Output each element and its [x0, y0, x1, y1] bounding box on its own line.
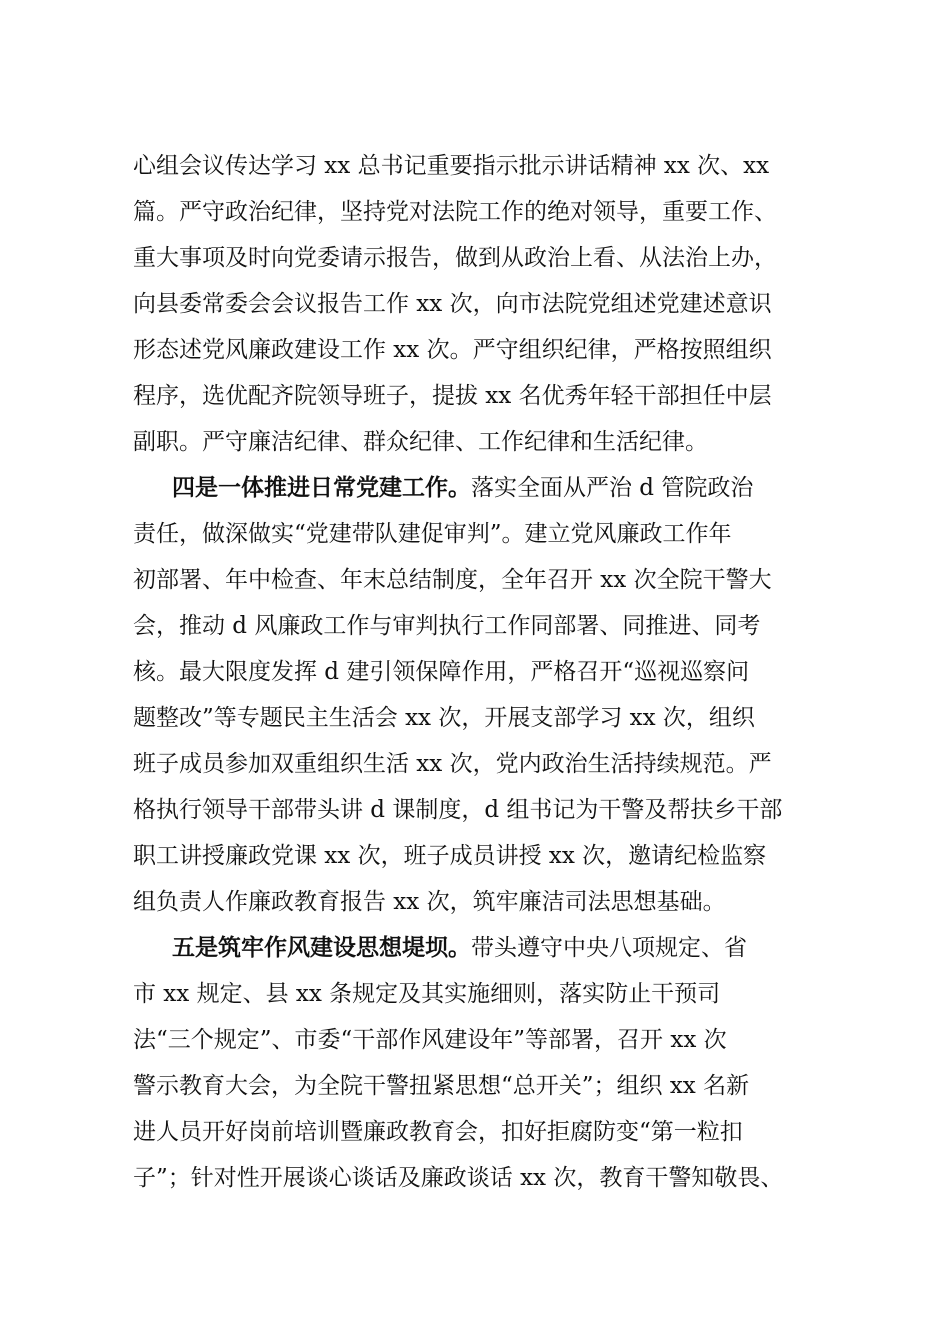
paragraph-four-heading: 四是一体推进日常党建工作。 — [172, 474, 471, 501]
paragraph-five-first-line — [172, 926, 832, 970]
text-line: 篇。严守政治纪律，坚持党对法院工作的绝对领导，重要工作、 — [133, 199, 777, 225]
text-line: 程序，选优配齐院领导班子，提拔 xx 名优秀年轻干部担任中层 — [133, 383, 772, 409]
text-line: 心组会议传达学习 xx 总书记重要指示批示讲话精神 xx 次、xx — [133, 153, 770, 179]
text-line: 组负责人作廉政教育报告 xx 次，筑牢廉洁司法思想基础。 — [133, 889, 726, 915]
paragraph-four-first-line-text: 落实全面从严治 d 管院政治 — [471, 475, 754, 501]
text-line: 责任，做深做实“党建带队建促审判”。建立党风廉政工作年 — [133, 521, 732, 547]
text-line: 向县委常委会会议报告工作 xx 次，向市法院党组述党建述意识 — [133, 291, 772, 317]
text-line: 初部署、年中检查、年末总结制度，全年召开 xx 次全院干警大 — [133, 567, 772, 593]
text-line: 形态述党风廉政建设工作 xx 次。严守组织纪律，严格按照组织 — [133, 337, 772, 363]
paragraph-four-first-line — [172, 466, 832, 510]
text-line: 题整改”等专题民主生活会 xx 次，开展支部学习 xx 次，组织 — [133, 705, 755, 731]
text-line: 重大事项及时向党委请示报告，做到从政治上看、从法治上办， — [133, 245, 777, 271]
text-line: 法“三个规定”、市委“干部作风建设年”等部署，召开 xx 次 — [133, 1027, 727, 1053]
text-line: 班子成员参加双重组织生活 xx 次，党内政治生活持续规范。严 — [133, 751, 772, 777]
text-line: 核。最大限度发挥 d 建引领保障作用，严格召开“巡视巡察问 — [133, 659, 750, 685]
text-line: 会，推动 d 风廉政工作与审判执行工作同部署、同推进、同考 — [133, 613, 761, 639]
text-line: 格执行领导干部带头讲 d 课制度，d 组书记为干警及帮扶乡干部 — [133, 797, 783, 823]
text-line: 进人员开好岗前培训暨廉政教育会，扣好拒腐防变“第一粒扣 — [133, 1119, 743, 1145]
text-line: 子”；针对性开展谈心谈话及廉政谈话 xx 次，教育干警知敬畏、 — [133, 1165, 784, 1191]
paragraph-five-heading: 五是筑牢作风建设思想堤坝。 — [172, 934, 471, 961]
text-line: 副职。严守廉洁纪律、群众纪律、工作纪律和生活纪律。 — [133, 429, 708, 455]
paragraph-five-first-line-text: 带头遵守中央八项规定、省 — [471, 935, 747, 961]
text-line: 警示教育大会，为全院干警扭紧思想“总开关”；组织 xx 名新 — [133, 1073, 750, 1099]
text-line: 职工讲授廉政党课 xx 次，班子成员讲授 xx 次，邀请纪检监察 — [133, 843, 767, 869]
text-line: 市 xx 规定、县 xx 条规定及其实施细则，落实防止干预司 — [133, 981, 721, 1007]
